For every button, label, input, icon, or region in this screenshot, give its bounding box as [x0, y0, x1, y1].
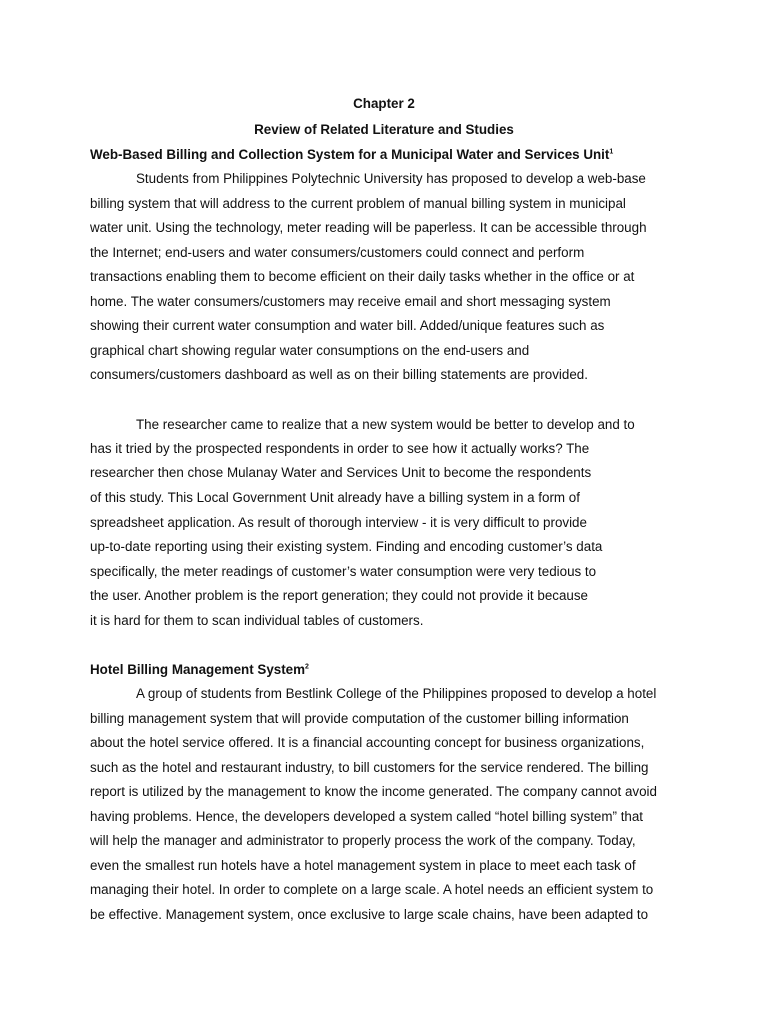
paragraph-line: having problems. Hence, the developers developed a system called “hotel billing system” that — [90, 809, 644, 824]
footnote-ref: 1 — [609, 148, 614, 156]
section-heading-text: Hotel Billing Management System — [90, 662, 306, 677]
section-heading-text: Web-Based Billing and Collection System for a Municipal Water and Services Unit — [90, 147, 610, 162]
paragraph-line: the Internet; end-users and water consumers/customers could connect and perform — [90, 245, 585, 260]
chapter-title: Review of Related Literature and Studies — [254, 122, 514, 137]
paragraph-line: consumers/customers dashboard as well as on their billing statements are provided. — [90, 367, 588, 382]
paragraph-line: researcher then chose Mulanay Water and Services Unit to become the respondents — [90, 465, 592, 480]
chapter-label: Chapter 2 — [353, 96, 415, 111]
paragraph-line: The researcher came to realize that a new system would be better to develop and to — [136, 417, 635, 432]
paragraph-line: the user. Another problem is the report generation; they could not provide it because — [90, 588, 588, 603]
paragraph-line: home. The water consumers/customers may receive email and short messaging system — [90, 294, 611, 309]
paragraph-line: it is hard for them to scan individual tables of customers. — [90, 613, 424, 628]
paragraph-line: transactions enabling them to become efficient on their daily tasks whether in the office or at — [90, 269, 635, 284]
paragraph-line: of this study. This Local Government Unit already have a billing system in a form of — [90, 490, 580, 505]
paragraph-line: showing their current water consumption and water bill. Added/unique features such as — [90, 318, 605, 333]
paragraph-line: A group of students from Bestlink College of the Philippines proposed to develop a hotel — [136, 686, 657, 701]
paragraph-line: up-to-date reporting using their existing system. Finding and encoding customer’s data — [90, 539, 603, 554]
paragraph-line: billing system that will address to the current problem of manual billing system in municipal — [90, 196, 626, 211]
paragraph-line: Students from Philippines Polytechnic University has proposed to develop a web-base — [136, 171, 646, 186]
paragraph-line: even the smallest run hotels have a hotel management system in place to meet each task of — [90, 858, 636, 873]
paragraph-line: report is utilized by the management to know the income generated. The company cannot avoid — [90, 784, 657, 799]
paragraph-line: be effective. Management system, once exclusive to large scale chains, have been adapted to — [90, 907, 649, 922]
paragraph-line: has it tried by the prospected respondents in order to see how it actually works? The — [90, 441, 590, 456]
section-heading-water-billing — [90, 147, 613, 163]
paragraph-line: billing management system that will provide computation of the customer billing information — [90, 711, 629, 726]
footnote-ref: 2 — [305, 663, 309, 671]
paragraph-line: water unit. Using the technology, meter reading will be paperless. It can be accessible through — [90, 220, 647, 235]
section-heading-hotel-billing — [90, 662, 309, 678]
paragraph-line: such as the hotel and restaurant industry, to bill customers for the service rendered. The billing — [90, 760, 649, 775]
paragraph-line: spreadsheet application. As result of thorough interview - it is very difficult to provide — [90, 515, 587, 530]
paragraph-line: about the hotel service offered. It is a financial accounting concept for business organizations, — [90, 735, 645, 750]
paragraph-line: managing their hotel. In order to complete on a large scale. A hotel needs an efficient system to — [90, 882, 654, 897]
paragraph-line: specifically, the meter readings of customer’s water consumption were very tedious to — [90, 564, 597, 579]
paragraph-line: will help the manager and administrator to properly process the work of the company. Today, — [90, 833, 636, 848]
paragraph-line: graphical chart showing regular water consumptions on the end-users and — [90, 343, 530, 358]
